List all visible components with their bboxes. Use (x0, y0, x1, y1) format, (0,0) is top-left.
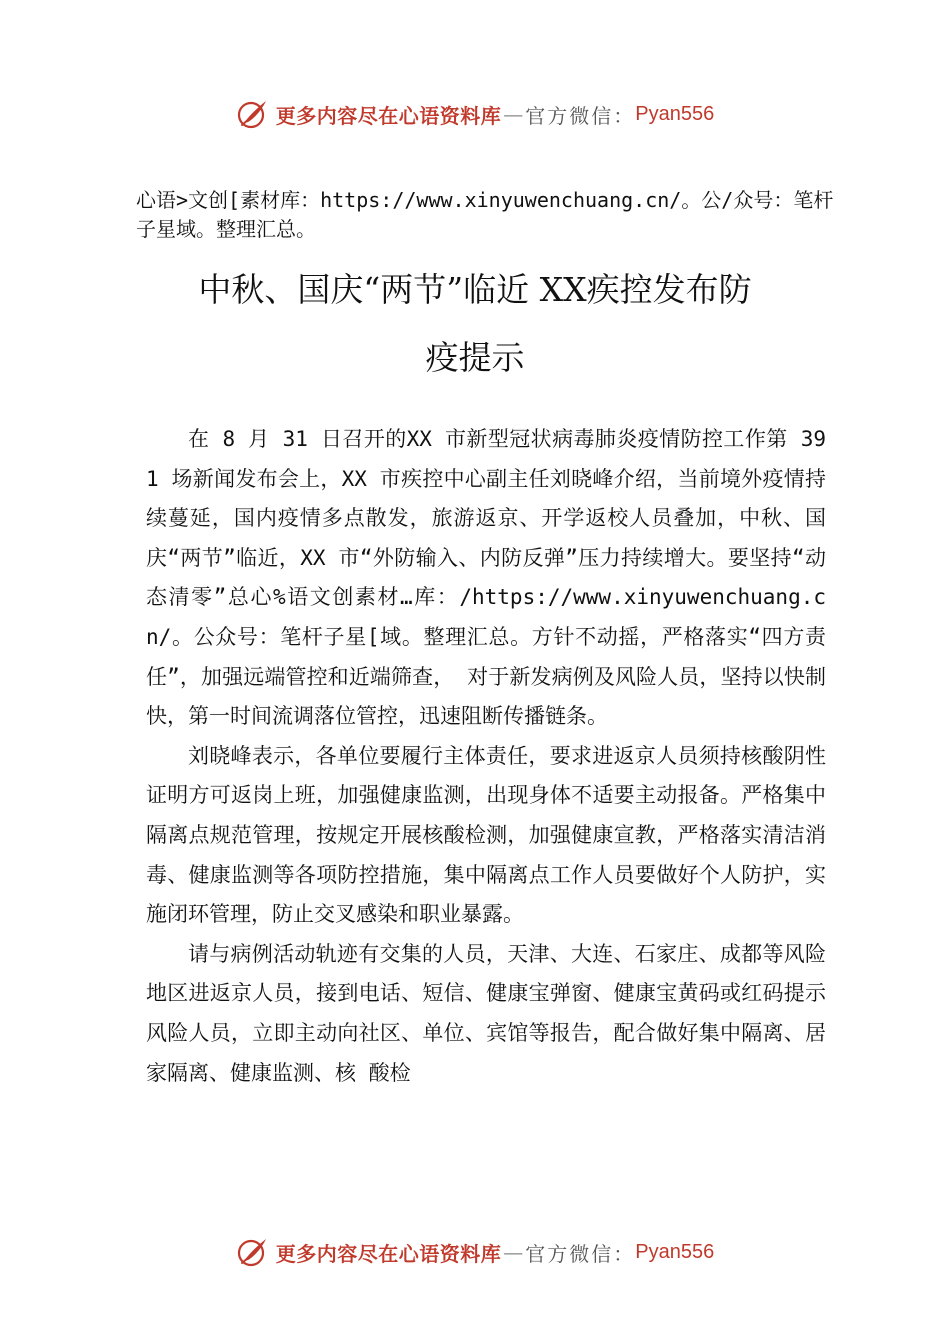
banner-dash: — (503, 1240, 524, 1264)
paragraph: 在 8 月 31 日召开的XX 市新型冠状病毒肺炎疫情防控工作第 391 场新闻发布会上，XX 市疾控中心副主任刘晓峰介绍，当前境外疫情持续蔓延，国内疫情多点散发，旅游返京、开学返校人员叠加，中秋、国庆“两节”临近，XX 市“外防输入、内防反弹”压力持续增大。要坚持“动态清零”总心%语文创素材…库：/https://www.xinyuwenchuang.cn/。公众号：笔杆子星[域。整理汇总。方针不动摇，严格落实“四方责任”，加强远端管控和近端筛查， 对于新发病例及风险人员，坚持以快制快，第一时间流调落位管控，迅速阻断传播链条。 (146, 427, 826, 729)
footer-banner (0, 1232, 950, 1272)
banner-wechat-id: Pyan556 (635, 102, 715, 125)
banner-wechat-label: 官方微信： (525, 103, 636, 128)
title-line-1: 中秋、国庆“两节”临近 XX疾控发布防 (198, 270, 752, 309)
banner-dash: — (503, 102, 524, 126)
quill-logo-icon (236, 1235, 270, 1269)
title-line-2: 疫提示 (425, 338, 525, 377)
document-title (120, 256, 830, 392)
header-banner (0, 94, 950, 134)
source-note: 心语>文创[素材库：https://www.xinyuwenchuang.cn/。公/众号：笔杆子星域。整理汇总。 (136, 188, 834, 241)
quill-logo-icon (236, 97, 270, 131)
paragraph: 刘晓峰表示，各单位要履行主体责任，要求进返京人员须持核酸阴性证明方可返岗上班，加强健康监测，出现身体不适要主动报备。严格集中隔离点规范管理，按规定开展核酸检测，加强健康宣教，严格落实清洁消毒、健康监测等各项防控措施，集中隔离点工作人员要做好个人防护，实施闭环管理，防止交叉感染和职业暴露。 (146, 743, 826, 927)
document-body (146, 420, 826, 1093)
banner-wechat-id: Pyan556 (635, 1240, 715, 1263)
banner-slogan: 更多内容尽在心语资料库 (275, 103, 502, 128)
paragraph: 请与病例活动轨迹有交集的人员，天津、大连、石家庄、成都等风险地区进返京人员，接到电话、短信、健康宝弹窗、健康宝黄码或红码提示风险人员，立即主动向社区、单位、宾馆等报告，配合做好集中隔离、居家隔离、健康监测、核 酸检 (146, 941, 826, 1085)
banner-wechat-label: 官方微信： (525, 1241, 636, 1266)
banner-slogan: 更多内容尽在心语资料库 (275, 1241, 502, 1266)
